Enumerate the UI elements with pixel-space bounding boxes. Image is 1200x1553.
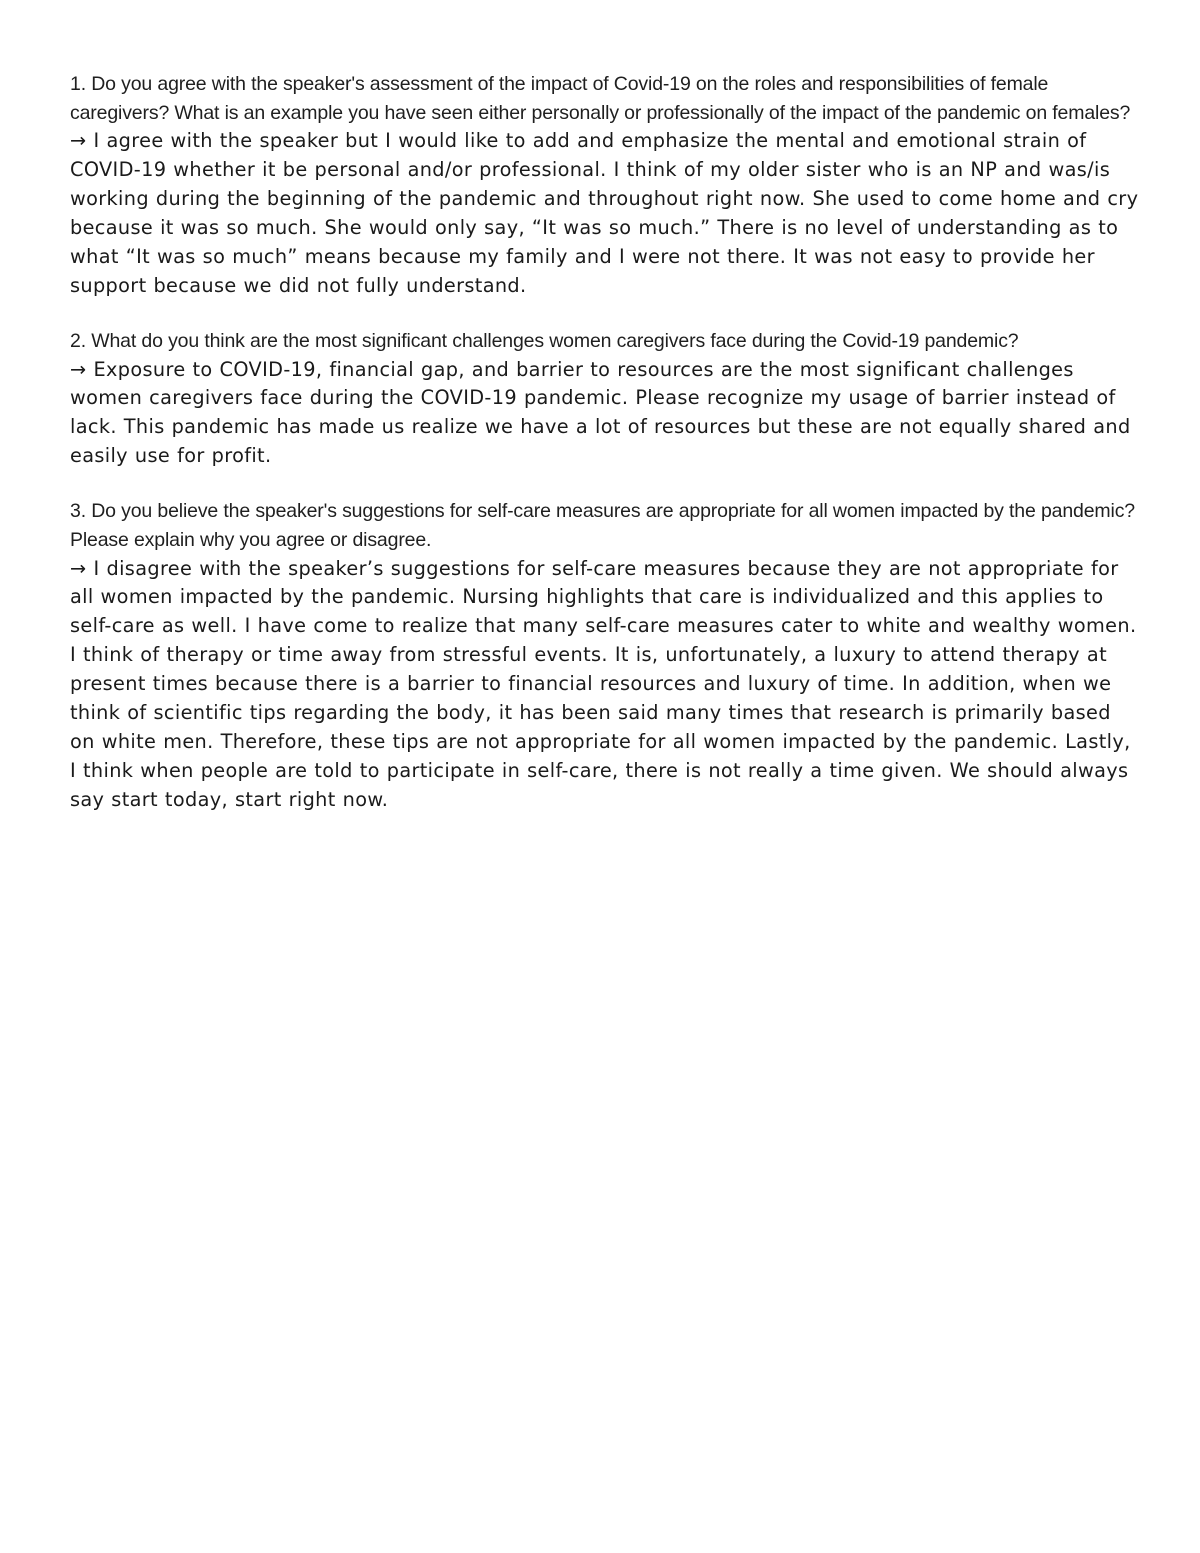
document-body [70, 70, 1140, 841]
question-3: 3. Do you believe the speaker's suggestions for self-care measures are appropriate for all women impacted by the pandemic? Please explain why you agree or disagree. [70, 500, 1135, 551]
qa-section-2 [70, 327, 1140, 471]
qa-section-3 [70, 497, 1140, 815]
answer-2: → Exposure to COVID-19, financial gap, and barrier to resources are the most significant challenges women caregivers face during the COVID-19 pandemic. Please recognize my usage of barrier instead of lack. This pandemic has made us realize we have a lot of resources but these are not equally shared and easily use for profit. [70, 357, 1131, 468]
question-1: 1. Do you agree with the speaker's assessment of the impact of Covid-19 on the roles and responsibilities of female caregivers? What is an example you have seen either personally or professionally of the impact of the pandemic on females? [70, 73, 1131, 124]
answer-1: → I agree with the speaker but I would like to add and emphasize the mental and emotional strain of COVID-19 whether it be personal and/or professional. I think of my older sister who is an NP and was/is working during the beginning of the pandemic and throughout right now. She used to come home and cry because it was so much. She would only say, “It was so much.” There is no level of understanding as to what “It was so much” means because my family and I were not there. It was not easy to provide her support because we did not fully understand. [70, 129, 1139, 297]
answer-3: → I disagree with the speaker’s suggestions for self-care measures because they are not appropriate for all women impacted by the pandemic. Nursing highlights that care is individualized and this applies to self-care as well. I have come to realize that many self-care measures cater to white and wealthy women. I think of therapy or time away from stressful events. It is, unfortunately, a luxury to attend therapy at present times because there is a barrier to financial resources and luxury of time. In addition, when we think of scientific tips regarding the body, it has been said many times that research is primarily based on white men. Therefore, these tips are not appropriate for all women impacted by the pandemic. Lastly, I think when people are told to participate in self-care, there is not really a time given. We should always say start today, start right now. [70, 556, 1137, 811]
qa-section-1 [70, 70, 1140, 301]
question-2: 2. What do you think are the most significant challenges women caregivers face during the Covid-19 pandemic? [70, 329, 1019, 352]
